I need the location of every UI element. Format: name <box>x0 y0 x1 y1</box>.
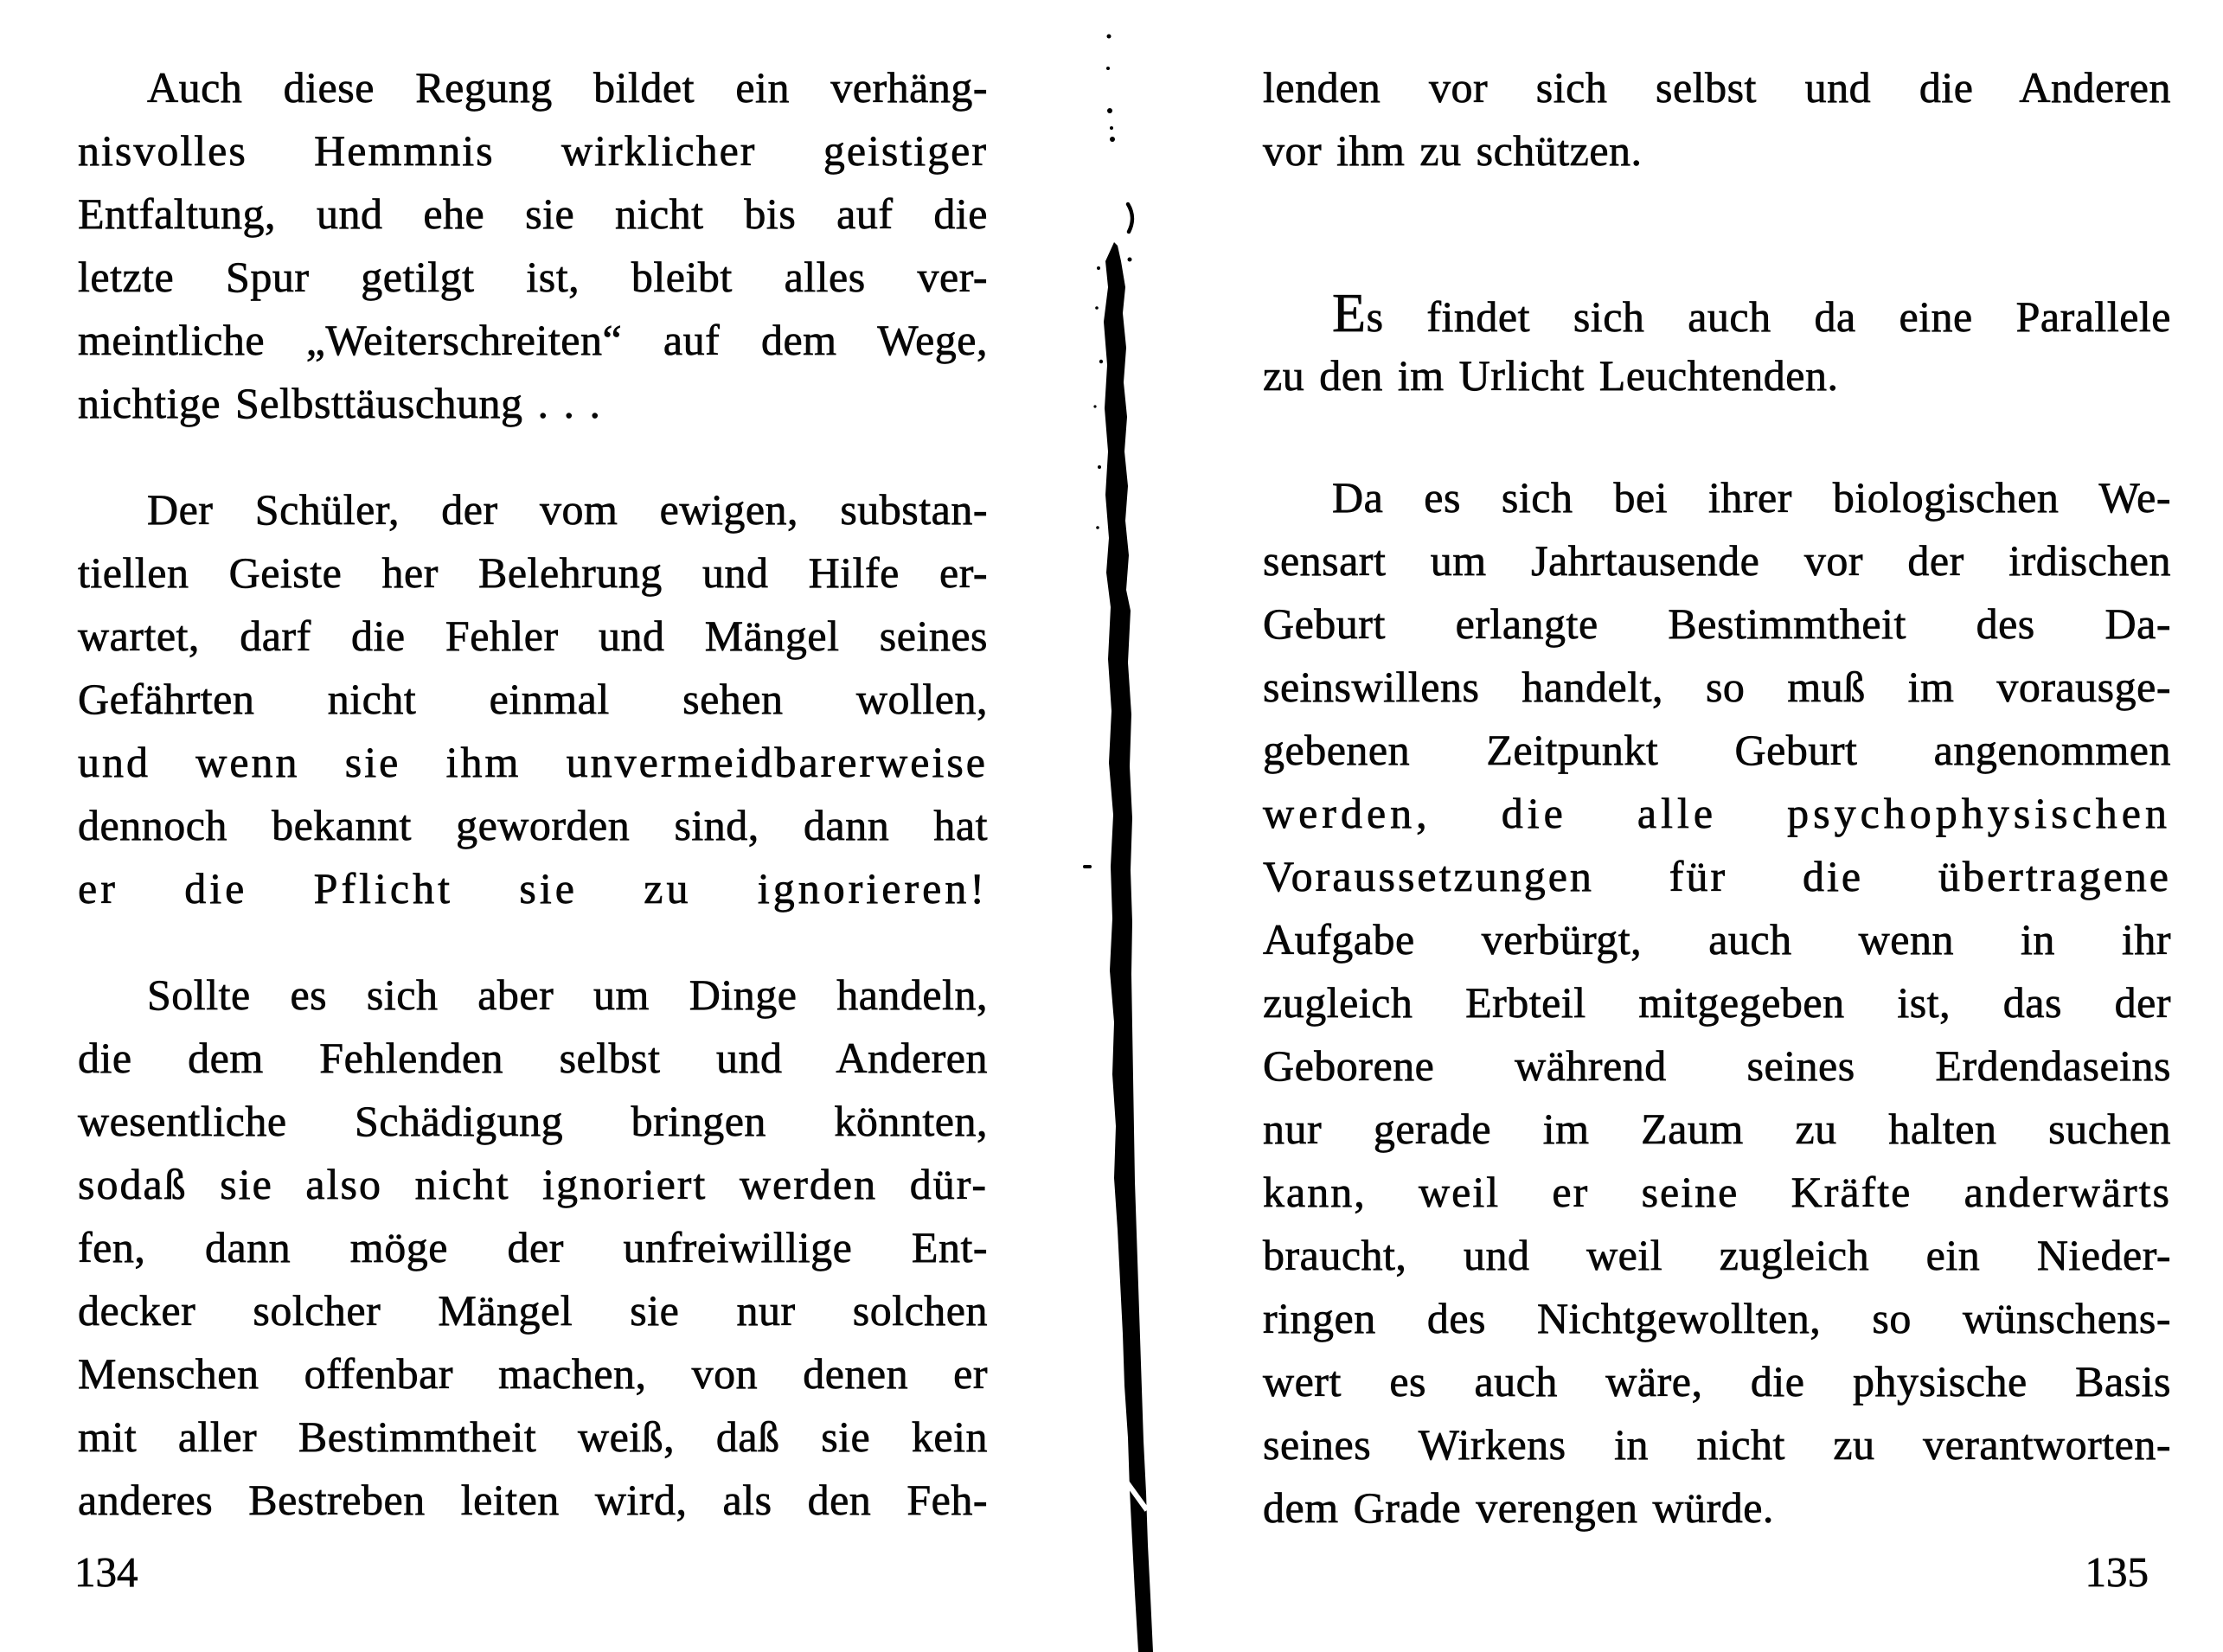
page-number-right: 135 <box>2085 1548 2149 1596</box>
text-line: Gefährten nicht einmal sehen wollen, <box>78 675 988 723</box>
paragraph <box>1263 281 2171 407</box>
text-line: Da es sich bei ihrer biologischen We- <box>1332 473 2171 522</box>
text-line: Geborene während seines Erdendaseins <box>1263 1041 2171 1090</box>
text-line: er die Pflicht sie zu ignorieren! <box>78 864 988 912</box>
text-line: meintliche „Weiterschreiten“ auf dem Wege, <box>78 316 988 364</box>
text-line: Aufgabe verbürgt, auch wenn in ihr <box>1263 915 2171 964</box>
text-line: zugleich Erbteil mitgegeben ist, das der <box>1263 978 2171 1027</box>
text-line: Menschen offenbar machen, von denen er <box>78 1349 988 1398</box>
paragraph <box>78 56 988 435</box>
page-number-left: 134 <box>74 1548 138 1596</box>
text-line: wert es auch wäre, die physische Basis <box>1263 1357 2171 1405</box>
text-line: die dem Fehlenden selbst und Anderen <box>78 1034 988 1082</box>
text-line: seinswillens handelt, so muß im vorausge- <box>1263 663 2171 711</box>
text-line: zu den im Urlicht Leuchtenden. <box>1263 351 1839 400</box>
paragraph <box>78 478 988 920</box>
text-line: Entfaltung, und ehe sie nicht bis auf die <box>78 189 988 238</box>
book-binding-shadow <box>1064 0 1228 1652</box>
text-line: vor ihm zu schützen. <box>1263 126 1643 175</box>
text-line: mit aller Bestimmtheit weiß, daß sie kein <box>78 1412 988 1461</box>
paragraph <box>1263 466 2171 1540</box>
text-line: gebenen Zeitpunkt Geburt angenommen <box>1263 726 2171 774</box>
text-line: Sollte es sich aber um Dinge handeln, <box>147 970 988 1019</box>
text-line: lenden vor sich selbst und die Anderen <box>1263 63 2171 112</box>
text-line: dennoch bekannt geworden sind, dann hat <box>78 801 988 849</box>
text-line: Der Schüler, der vom ewigen, substan- <box>147 485 988 534</box>
text-line: nichtige Selbsttäuschung . . . <box>78 379 601 427</box>
text-line: sensart um Jahrtausende vor der irdischen <box>1263 536 2171 585</box>
text-line: wesentliche Schädigung bringen könnten, <box>78 1097 988 1145</box>
text-line: kann, weil er seine Kräfte anderwärts <box>1263 1168 2171 1216</box>
text-line: fen, dann möge der unfreiwillige Ent- <box>78 1223 988 1271</box>
text-line: seines Wirkens in nicht zu verantworten- <box>1263 1420 2171 1469</box>
text-line: werden, die alle psychophysischen <box>1263 789 2171 837</box>
text-line: letzte Spur getilgt ist, bleibt alles ver- <box>78 253 988 301</box>
text-line: anderes Bestreben leiten wird, als den Feh- <box>78 1476 988 1524</box>
text-line: sodaß sie also nicht ignoriert werden dür- <box>78 1160 988 1208</box>
text-line: dem Grade verengen würde. <box>1263 1483 1774 1532</box>
text-line: Voraussetzungen für die übertragene <box>1263 852 2171 900</box>
text-line: Es findet sich auch da eine Parallele <box>1332 282 2171 343</box>
text-line: nisvolles Hemmnis wirklicher geistiger <box>78 126 988 175</box>
text-line: Geburt erlangte Bestimmtheit des Da- <box>1263 599 2171 648</box>
page-right-text-block <box>1263 56 2171 1540</box>
page-left-text-block <box>78 56 988 1532</box>
text-line: und wenn sie ihm unvermeidbarerweise <box>78 738 988 786</box>
text-line: wartet, darf die Fehler und Mängel seines <box>78 611 988 660</box>
text-line: braucht, und weil zugleich ein Nieder- <box>1263 1231 2171 1279</box>
paragraph <box>1263 56 2171 182</box>
text-line: nur gerade im Zaum zu halten suchen <box>1263 1105 2171 1153</box>
text-line: tiellen Geiste her Belehrung und Hilfe er- <box>78 548 988 597</box>
text-line: decker solcher Mängel sie nur solchen <box>78 1286 988 1335</box>
text-line: Auch diese Regung bildet ein verhäng- <box>147 63 988 112</box>
text-line: ringen des Nichtgewollten, so wünschens- <box>1263 1294 2171 1342</box>
paragraph <box>78 964 988 1532</box>
